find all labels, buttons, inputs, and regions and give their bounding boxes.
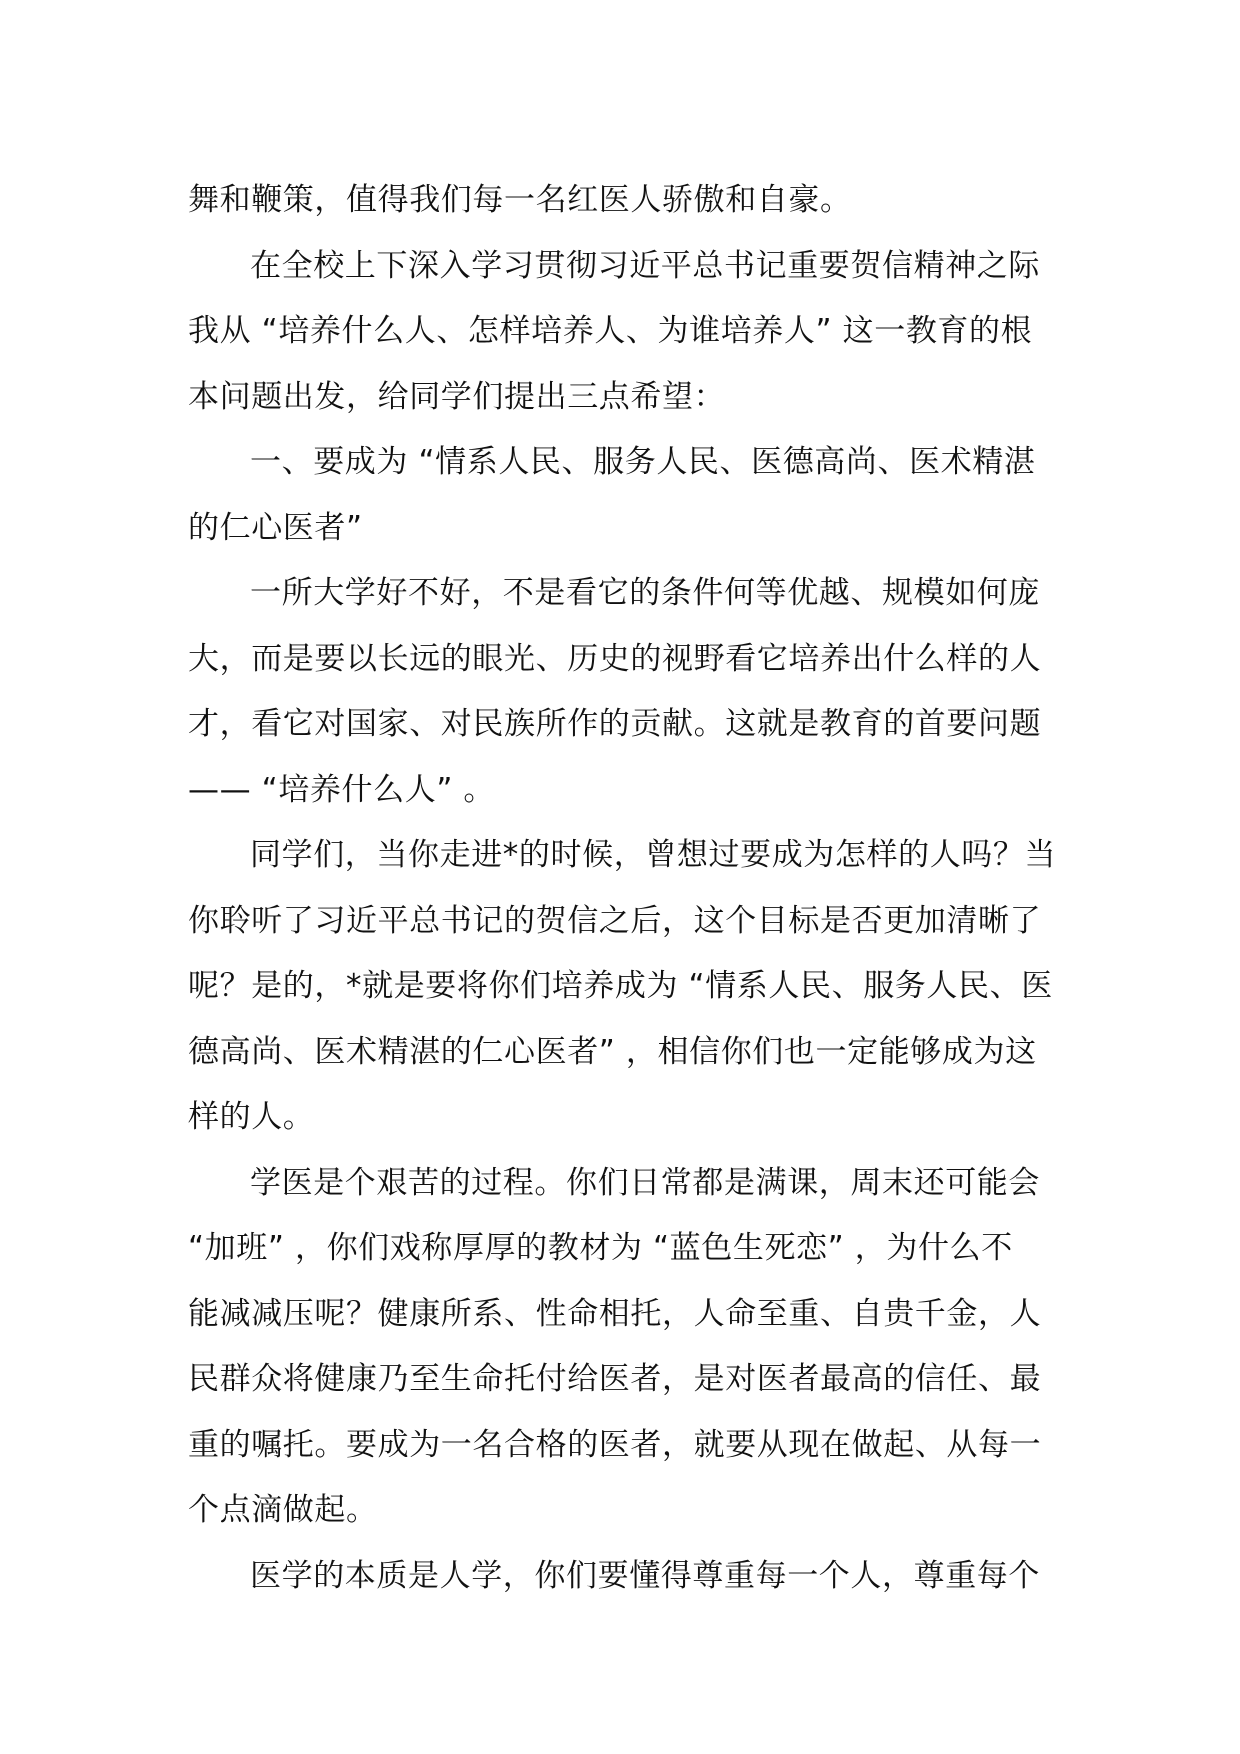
text-line: 重的嘱托。要成为一名合格的医者，就要从现在做起、从每一 (188, 1426, 1042, 1463)
document-body (188, 168, 1058, 1609)
text-line: 舞和鞭策，值得我们每一名红医人骄傲和自豪。 (188, 182, 852, 218)
text-line: 大，而是要以长远的眼光、历史的视野看它培养出什么样的人 (188, 640, 1042, 677)
text-line: 样的人。 (188, 1099, 315, 1135)
text-line: 能减减压呢？健康所系、性命相托，人命至重、自贵千金，人 (188, 1295, 1042, 1332)
text-line: “加班” ，你们戏称厚厚的教材为 “蓝色生死恋” ，为什么不 (188, 1230, 1013, 1266)
section-heading-line: 的仁心医者” (188, 509, 363, 546)
text-line: 德高尚、医术精湛的仁心医者” ，相信你们也一定能够成为这 (188, 1033, 1037, 1070)
text-line: 我从 “培养什么人、怎样培养人、为谁培养人” 这一教育的根 (188, 313, 1033, 349)
paragraph-first-line: 医学的本质是人学，你们要懂得尊重每一个人，尊重每个 (250, 1557, 1040, 1594)
text-line: 呢？是的，*就是要将你们培养成为 “情系人民、服务人民、医 (188, 968, 1053, 1004)
paragraph-first-line: 同学们，当你走进*的时候，曾想过要成为怎样的人吗？当 (250, 837, 1057, 873)
text-line: 才，看它对国家、对民族所作的贡献。这就是教育的首要问题 (188, 706, 1042, 742)
text-line: 个点滴做起。 (188, 1492, 378, 1528)
paragraph-first-line: 一所大学好不好，不是看它的条件何等优越、规模如何庞 (250, 575, 1040, 611)
section-heading-line: 一、要成为 “情系人民、服务人民、医德高尚、医术精湛 (250, 444, 1036, 480)
text-line: —— “培养什么人” 。 (188, 771, 496, 808)
text-line: 你聆听了习近平总书记的贺信之后，这个目标是否更加清晰了 (188, 902, 1042, 939)
text-line: 本问题出发，给同学们提出三点希望： (188, 378, 726, 415)
paragraph-first-line: 学医是个艰苦的过程。你们日常都是满课，周末还可能会 (250, 1164, 1040, 1201)
text-line: 民群众将健康乃至生命托付给医者，是对医者最高的信任、最 (188, 1361, 1042, 1397)
paragraph-first-line: 在全校上下深入学习贯彻习近平总书记重要贺信精神之际 (250, 247, 1040, 284)
